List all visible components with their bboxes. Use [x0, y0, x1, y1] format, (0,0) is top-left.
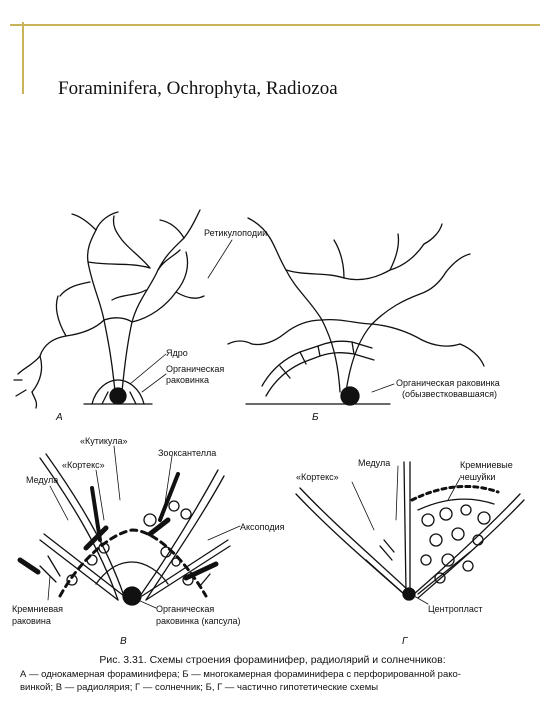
label-siliceous-shell-2: раковина: [12, 616, 51, 626]
panel-label-b: Б: [312, 412, 319, 423]
label-siliceous-scales-2: чешуйки: [460, 472, 496, 482]
label-centroplast: Центропласт: [428, 604, 483, 614]
panel-a-nucleus: [110, 388, 126, 404]
label-siliceous-scales: Кремниевые: [460, 460, 513, 470]
label-axopodia: Аксоподия: [240, 522, 285, 532]
label-organic-shell-b: Органическая раковинка: [396, 378, 500, 388]
label-organic-capsule-2: раковинка (капсула): [156, 616, 241, 626]
panel-b-reticulopodia: [228, 218, 484, 392]
label-zooxanthella: Зооксантелла: [158, 448, 217, 458]
label-siliceous-shell: Кремниевая: [12, 604, 64, 614]
label-cortex-v: «Кортекс»: [62, 460, 105, 470]
panel-g-heliozoan: [296, 462, 524, 598]
panel-label-g: Г: [402, 636, 408, 647]
figure-caption-line-2: А — однокамерная фораминифера; Б — многокамерная фораминифера с перфорированной рако-: [20, 669, 461, 680]
panel-label-a: А: [56, 412, 63, 423]
label-leader-lines: [48, 240, 460, 608]
label-organic-capsule: Органическая: [156, 604, 215, 614]
label-medulla-v: Медула: [26, 475, 59, 485]
label-organic-shell-a-2: раковинка: [166, 375, 209, 385]
label-organic-shell-a: Органическая: [166, 364, 225, 374]
figure-caption-title: Рис. 3.31. Схемы строения фораминифер, радиолярий и солнечников:: [99, 654, 446, 666]
panel-label-v: В: [120, 636, 127, 647]
label-organic-shell-b-2: (обызвестковавшаяся): [402, 389, 498, 399]
label-medulla-g: Медула: [358, 458, 391, 468]
figure-caption-line-3: винкой; В — радиолярия; Г — солнечник; Б, Г — частично гипотетические схемы: [20, 682, 379, 693]
label-reticulopodia: Ретикулоподии: [204, 228, 268, 238]
label-cortex-g: «Кортекс»: [296, 472, 339, 482]
panel-b-nucleus: [341, 387, 359, 405]
panel-v-nucleus: [123, 587, 141, 605]
panel-b-chambers: [246, 341, 390, 404]
label-cuticle: «Кутикула»: [80, 436, 128, 446]
slide-title: Foraminifera, Ochrophyta, Radiozoa: [58, 78, 338, 99]
label-nucleus: Ядро: [166, 348, 188, 358]
panel-g-centroplast: [403, 588, 415, 600]
